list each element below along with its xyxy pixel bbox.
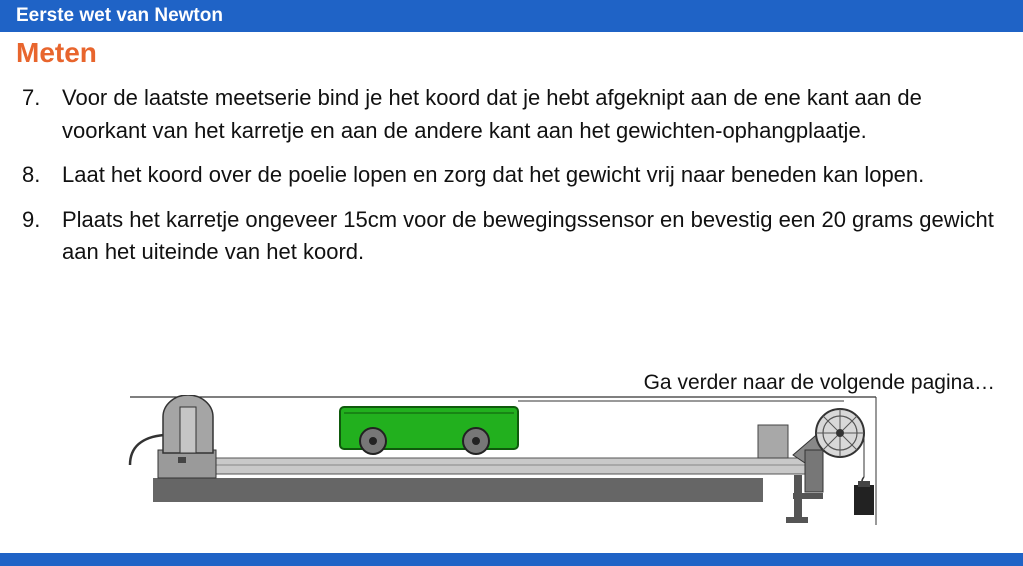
step-number: 7. bbox=[22, 85, 41, 110]
cart-icon bbox=[340, 407, 518, 454]
hanging-weight-icon bbox=[854, 477, 874, 515]
section-title: Meten bbox=[16, 37, 97, 68]
track-rail bbox=[213, 458, 813, 474]
end-stop bbox=[758, 425, 788, 458]
list-item bbox=[22, 159, 1007, 192]
base-plate bbox=[153, 478, 763, 502]
header-bar bbox=[0, 0, 1023, 32]
step-text: Voor de laatste meetserie bind je het koord dat je hebt afgeknipt aan de ene kant aan de voorkant van het karretje en aan de andere kant aan het gewichten-ophangplaatje. bbox=[62, 85, 922, 143]
motion-sensor-icon bbox=[130, 395, 216, 478]
header-title: Eerste wet van Newton bbox=[16, 5, 223, 26]
footer-bar bbox=[0, 553, 1023, 566]
step-number: 9. bbox=[22, 206, 41, 232]
continue-note: Ga verder naar de volgende pagina… bbox=[643, 371, 995, 394]
step-number: 8. bbox=[22, 162, 41, 187]
step-text: Plaats het karretje ongeveer 15cm voor de bewegingssensor en bevestig een 20 grams gewicht aan het uiteinde van het koord. bbox=[62, 206, 994, 264]
list-item bbox=[22, 204, 1007, 269]
experiment-illustration bbox=[128, 395, 880, 527]
list-item bbox=[22, 82, 1007, 147]
steps-list bbox=[22, 82, 1007, 281]
step-text: Laat het koord over de poelie lopen en zorg dat het gewicht vrij naar beneden kan lopen. bbox=[62, 162, 925, 187]
